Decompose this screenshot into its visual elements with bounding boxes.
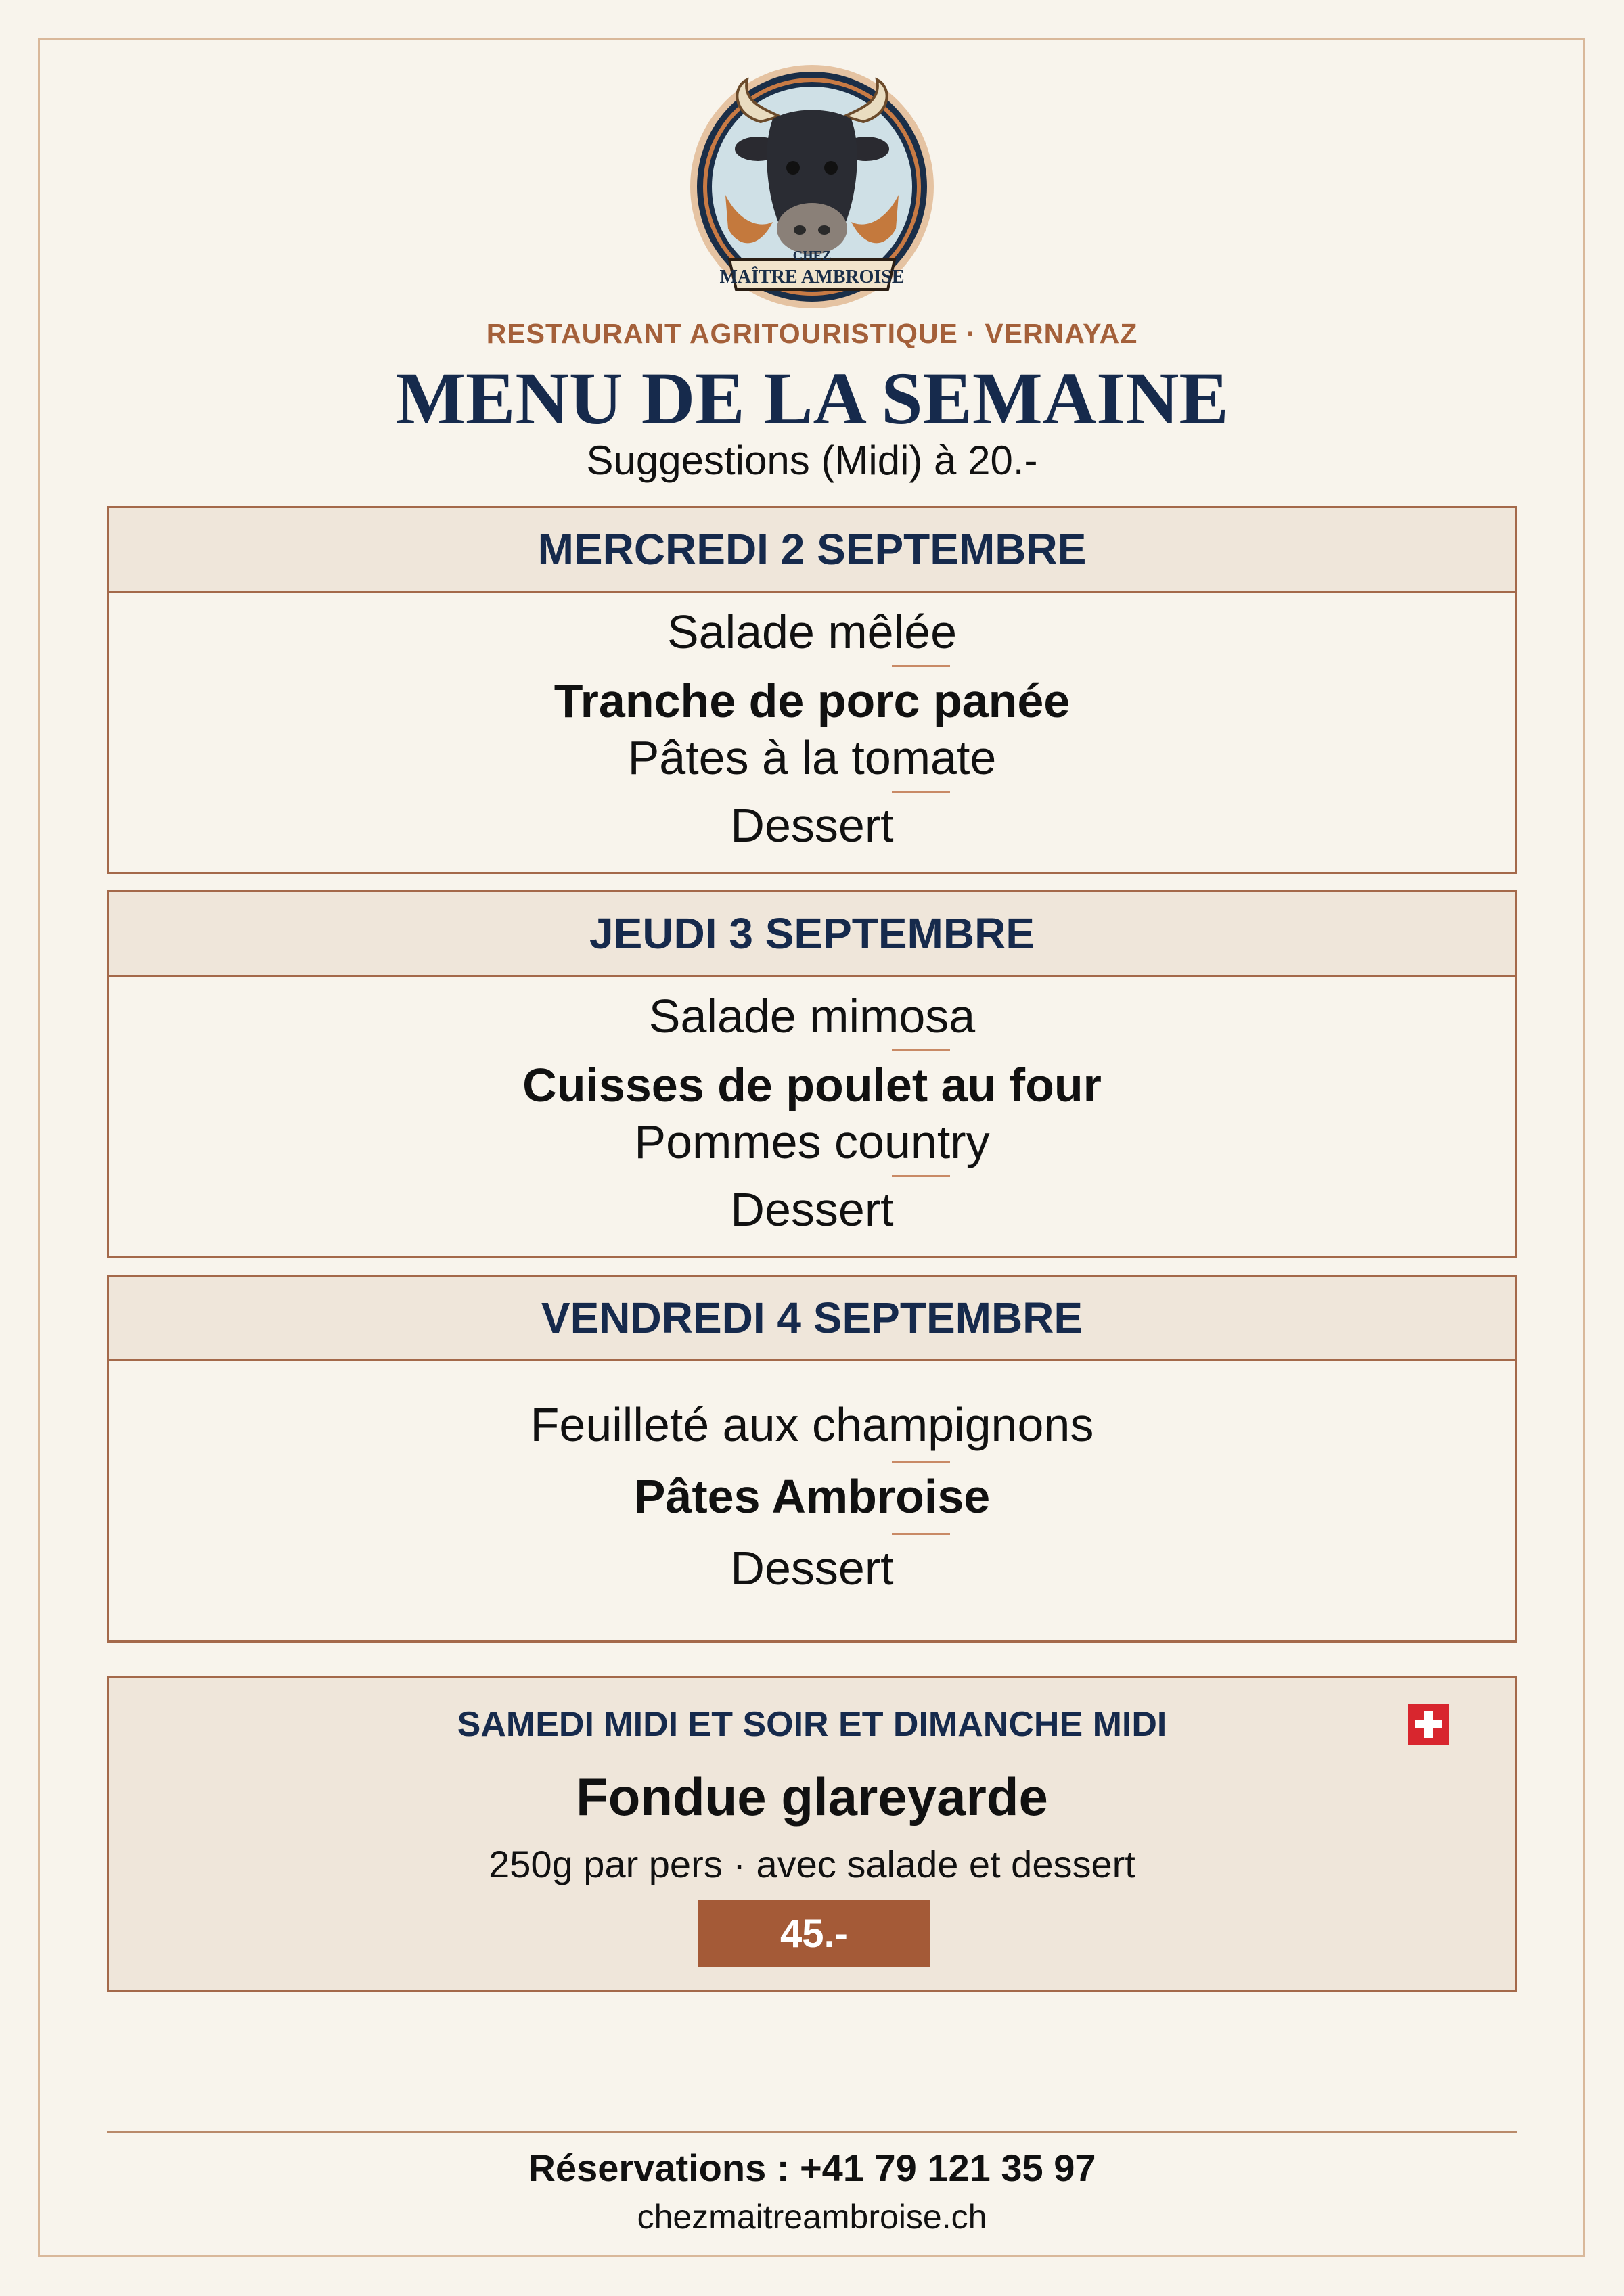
dish-separator (892, 1175, 950, 1177)
special-dish-name: Fondue glareyarde (576, 1767, 1048, 1827)
restaurant-tagline: RESTAURANT AGRITOURISTIQUE · VERNAYAZ (486, 318, 1138, 349)
day-card-mercredi (107, 506, 1517, 874)
dish-separator (892, 1049, 950, 1051)
dish-separator (892, 665, 950, 667)
bull-head-emblem-icon (685, 60, 939, 314)
special-description: 250g par pers · avec salade et dessert (489, 1843, 1135, 1885)
dish-separator (892, 1461, 950, 1463)
logo-line-name: MAÎTRE AMBROISE (719, 267, 905, 288)
price-badge: 45.- (698, 1900, 930, 1967)
dish-separator (892, 1533, 950, 1535)
dish-dessert: Dessert (730, 1542, 894, 1594)
website-link[interactable]: chezmaitreambroise.ch (637, 2198, 987, 2236)
dish-side: Pommes country (634, 1116, 990, 1168)
page-title: MENU DE LA SEMAINE (395, 357, 1229, 440)
logo-line-chez: CHEZ (792, 248, 832, 263)
reservation-phone: Réservations : +41 79 121 35 97 (528, 2146, 1096, 2189)
weekend-special-card (107, 1676, 1517, 1992)
day-heading: VENDREDI 4 SEPTEMBRE (109, 1277, 1515, 1361)
page-subtitle: Suggestions (Midi) à 20.- (586, 438, 1038, 483)
swiss-flag-icon (1408, 1704, 1449, 1745)
dish-main: Cuisses de poulet au four (522, 1059, 1102, 1111)
day-card-vendredi (107, 1275, 1517, 1643)
dish-starter: Salade mêlée (667, 605, 957, 658)
footer-divider (107, 2131, 1517, 2133)
dish-side: Pâtes à la tomate (627, 731, 997, 784)
day-heading: JEUDI 3 SEPTEMBRE (109, 892, 1515, 977)
dish-starter: Feuilleté aux champignons (530, 1398, 1094, 1451)
dish-dessert: Dessert (730, 799, 894, 852)
special-label: SAMEDI MIDI ET SOIR ET DIMANCHE MIDI (457, 1705, 1167, 1744)
day-card-jeudi (107, 890, 1517, 1258)
day-heading: MERCREDI 2 SEPTEMBRE (109, 508, 1515, 593)
dish-separator (892, 791, 950, 793)
dish-main: Tranche de porc panée (554, 674, 1070, 727)
dish-main: Pâtes Ambroise (633, 1470, 991, 1523)
dish-starter: Salade mimosa (648, 990, 976, 1042)
dish-dessert: Dessert (730, 1183, 894, 1236)
